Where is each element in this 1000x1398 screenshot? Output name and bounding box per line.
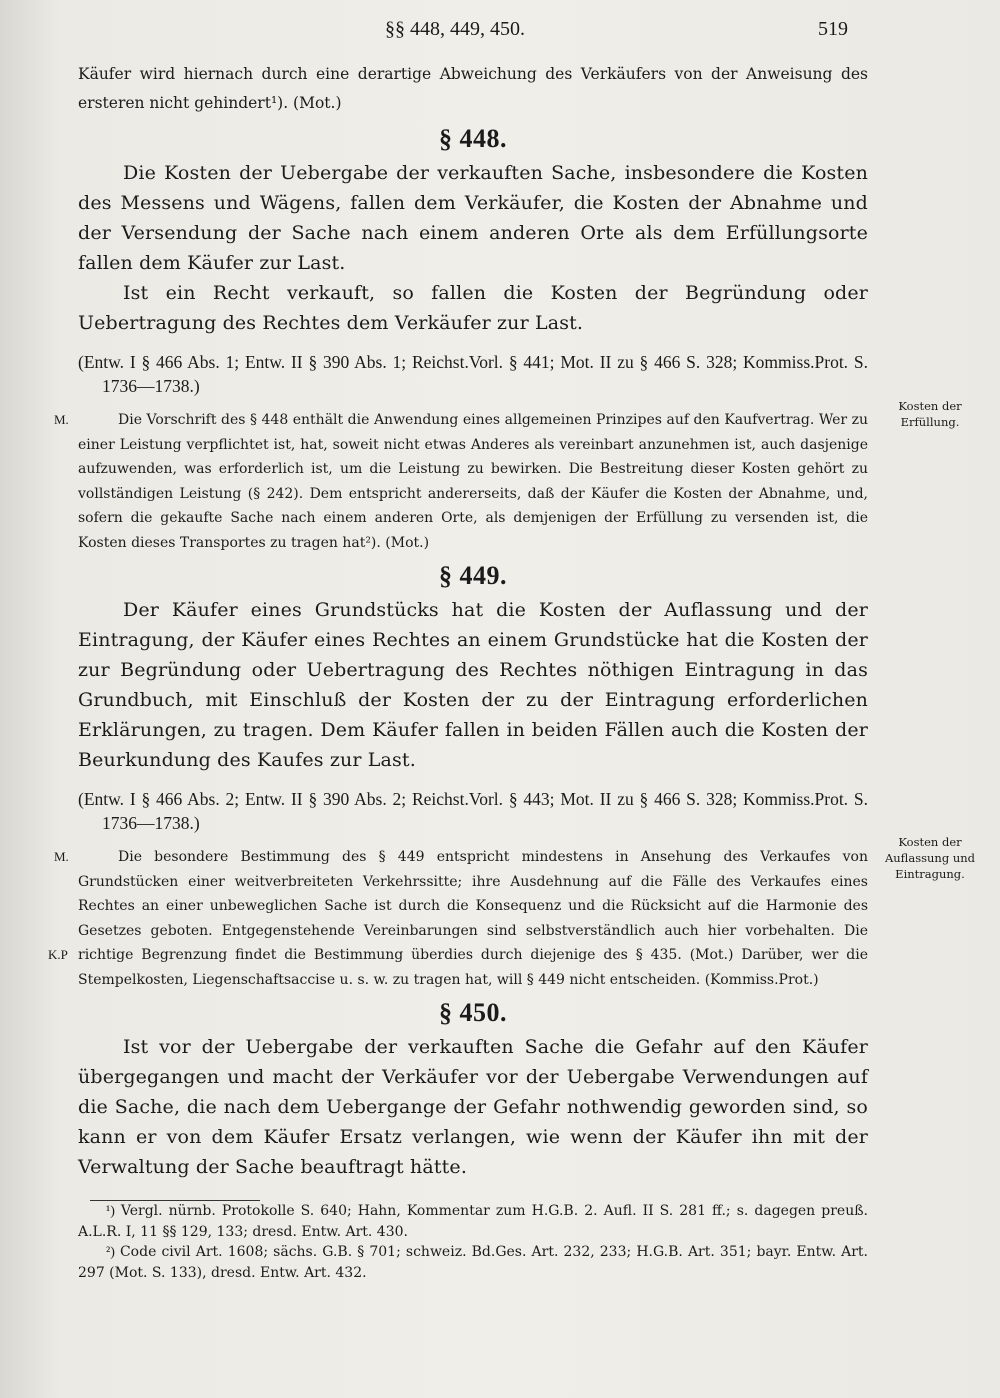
main-text bbox=[48, 60, 869, 1283]
commentary-mark-kp: K.P bbox=[48, 947, 68, 962]
page-header bbox=[0, 16, 1000, 46]
footnote-text: Code civil Art. 1608; sächs. G.B. § 701; schweiz. Bd.Ges. Art. 232, 233; H.G.B. Art. 351; bayr. Entw. Art. 297 (Mot. S. 133), dresd. Entw. Art. 432. bbox=[78, 1244, 869, 1281]
commentary-text: Die besondere Bestimmung des § 449 entspricht mindestens in Ansehung des Verkaufes von Grundstücken einer weitverbreiteten Verkehrssitte; ihre Ausdehnung auf die Fälle des Verkaufes eines Rechtes an einer unbeweglichen Sache ist durch die Konsequenz und die Rücksicht auf die Harmonie des Gesetzes geboten. Entgegenstehende Vereinbarungen sind selbstverständlich auch hier vorbehalten. Die richtige Begrenzung findet die Bestimmung überdies durch diejenige des § 435. (Mot.) Darüber, wer die Stempelkosten, Liegenschaftsaccise u. s. w. zu tragen hat, will § 449 nicht entscheiden. (Kommiss.Prot.) bbox=[78, 849, 868, 988]
commentary-mark: M. bbox=[54, 849, 69, 864]
footnote bbox=[78, 1242, 868, 1283]
footnote-label: ²) bbox=[106, 1245, 115, 1260]
references: (Entw. I § 466 Abs. 2; Entw. II § 390 Abs. 2; Reichst.Vorl. § 443; Mot. II zu § 466 S. 328; Kommiss.Prot. S. 1736—1738.) bbox=[78, 789, 868, 833]
running-head: §§ 448, 449, 450. bbox=[385, 18, 525, 40]
law-paragraph: Die Kosten der Uebergabe der verkauften Sache, insbesondere die Kosten des Messens und Wägens, fallen dem Verkäufer, die Kosten der Abnahme und der Versendung der Sache nach einem anderen Orte als dem Erfüllungsorte fallen dem Käufer zur Last. bbox=[78, 162, 868, 274]
law-paragraph: Ist ein Recht verkauft, so fallen die Kosten der Begründung oder Uebertragung des Rechtes dem Verkäufer zur Last. bbox=[78, 282, 868, 334]
section-heading: § 449. bbox=[439, 561, 507, 590]
footnotes bbox=[78, 1201, 868, 1283]
section-heading: § 448. bbox=[439, 124, 507, 153]
section-450 bbox=[78, 998, 868, 1182]
footnote bbox=[78, 1201, 868, 1242]
commentary bbox=[54, 408, 868, 555]
intro-text: Käufer wird hiernach durch eine derartige Abweichung des Verkäufers von der Anweisung des ersteren nicht gehindert¹). (Mot.) bbox=[78, 65, 868, 112]
law-paragraph: Ist vor der Uebergabe der verkauften Sache die Gefahr auf den Käufer übergegangen und macht der Verkäufer vor der Uebergabe Verwendungen auf die Sache, die nach dem Uebergange der Gefahr nothwendig geworden sind, so kann er von dem Käufer Ersatz verlangen, wie wenn der Käufer ihn mit der Verwaltung der Sache beauftragt hätte. bbox=[78, 1036, 868, 1178]
references: (Entw. I § 466 Abs. 1; Entw. II § 390 Abs. 1; Reichst.Vorl. § 441; Mot. II zu § 466 S. 328; Kommiss.Prot. S. 1736—1738.) bbox=[78, 352, 868, 396]
footnote-label: ¹) bbox=[106, 1204, 115, 1219]
page-number: 519 bbox=[818, 18, 848, 40]
commentary-text: Die Vorschrift des § 448 enthält die Anwendung eines allgemeinen Prinzipes auf den Kaufvertrag. Wer zu einer Leistung verpflichtet ist, hat, soweit nicht etwas Anderes als vereinbart anzunehmen ist, auch dasjenige aufzuwenden, was erforderlich ist, um die Leistung zu bewirken. Die Bestreitung dieser Kosten gehört zu vollständigen Leistung (§ 242). Dem entspricht andererseits, daß der Käufer die Kosten der Abnahme, und, sofern die gekaufte Sache nach einem anderen Orte, als demjenigen der Erfüllung zu versenden ist, die Kosten dieses Transportes zu tragen hat²). (Mot.) bbox=[78, 412, 868, 551]
section-449 bbox=[48, 561, 868, 992]
commentary bbox=[48, 845, 868, 992]
commentary-mark: M. bbox=[54, 412, 69, 427]
section-heading: § 450. bbox=[439, 998, 507, 1027]
section-448 bbox=[54, 124, 868, 555]
law-paragraph: Der Käufer eines Grundstücks hat die Kosten der Auflassung und der Eintragung, der Käufer eines Rechtes an einem Grundstücke hat die Kosten der zur Begründung oder Uebertragung des Rechtes nöthigen Eintragung in das Grundbuch, mit Einschluß der Kosten der zu der Eintragung erforderlichen Erklärungen, zu tragen. Dem Käufer fallen in beiden Fällen auch die Kosten der Beurkundung des Kaufes zur Last. bbox=[78, 599, 868, 771]
margin-note-449: Kosten der Auflassung und Eintragung. bbox=[884, 835, 976, 881]
footnote-text: Vergl. nürnb. Protokolle S. 640; Hahn, Kommentar zum H.G.B. 2. Aufl. II S. 281 ff.; s. dagegen preuß. A.L.R. I, 11 §§ 129, 133; dresd. Entw. Art. 430. bbox=[78, 1203, 869, 1240]
margin-note-448: Kosten der Erfüllung. bbox=[898, 399, 962, 429]
